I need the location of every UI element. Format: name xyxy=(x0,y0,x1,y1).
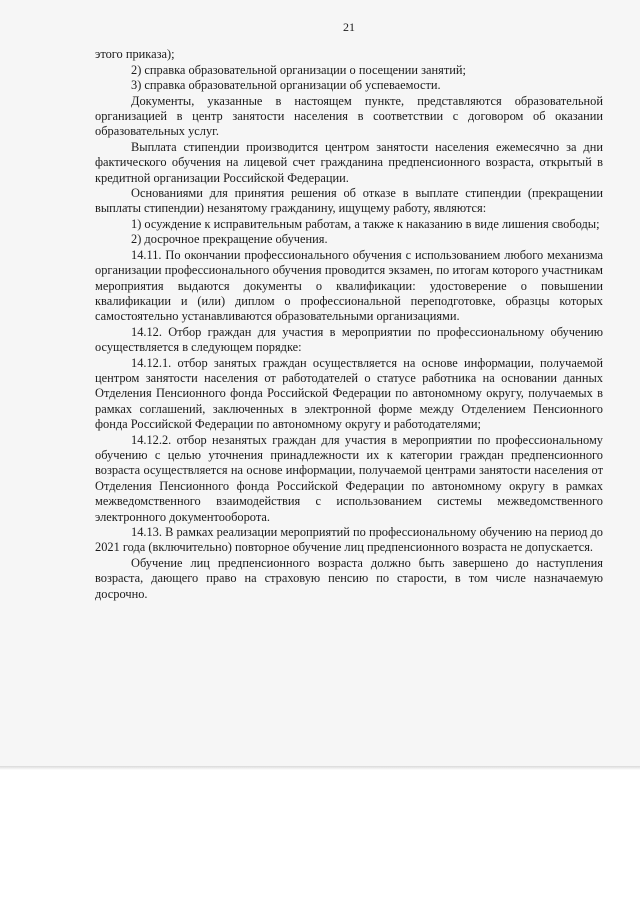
paragraph: 1) осуждение к исправительным работам, а также к наказанию в виде лишения свободы; xyxy=(131,216,600,231)
paragraph: 14.11. По окончании профессионального обучения с использованием любого механизма организации профессионального обучения проводится экзамен, по итогам которого участникам мероприятия выдаются документы о квалификации: удостоверение о повышении квалификации и (или) диплом о профессиональной переподготовке, образцы которых самостоятельно устанавливаются образовательными организациями. xyxy=(95,247,603,324)
paragraph: этого приказа); xyxy=(95,47,175,62)
paragraph: 14.12. Отбор граждан для участия в мероприятии по профессиональному обучению осуществляется в следующем порядке: xyxy=(95,324,603,355)
paragraph: 3) справка образовательной организации об успеваемости. xyxy=(131,78,441,93)
paragraph: Документы, указанные в настоящем пункте, представляются образовательной организацией в центр занятости населения в соответствии с договором об оказании образовательных услуг. xyxy=(95,93,603,139)
paragraph: 14.12.1. отбор занятых граждан осуществляется на основе информации, получаемой центром занятости населения от работодателей о статусе работника на основании данных Отделения Пенсионного фонда Российской Федерации по автономному округу, получаемых в рамках соглашений, заключенных в электронной форме между Отделением Пенсионного фонда Российской Федерации по автономному округу и работодателями; xyxy=(95,355,603,432)
scan-bottom-edge xyxy=(0,766,640,770)
page-number: 21 xyxy=(343,20,355,34)
paragraph: Выплата стипендии производится центром занятости населения ежемесячно за дни фактического обучения на лицевой счет гражданина предпенсионного возраста, открытый в кредитной организации Российской Федерации. xyxy=(95,139,603,185)
paragraph: Обучение лиц предпенсионного возраста должно быть завершено до наступления возраста, дающего право на страховую пенсию по старости, в том числе назначаемую досрочно. xyxy=(95,555,603,601)
document-body xyxy=(95,47,603,602)
paragraph: 2) досрочное прекращение обучения. xyxy=(131,232,328,247)
document-page xyxy=(95,20,603,602)
paragraph: 2) справка образовательной организации о посещении занятий; xyxy=(131,62,466,77)
paragraph: Основаниями для принятия решения об отказе в выплате стипендии (прекращении выплаты стипендии) незанятому гражданину, ищущему работу, являются: xyxy=(95,186,603,216)
paragraph: 14.12.2. отбор незанятых граждан для участия в мероприятии по профессиональному обучению с целью уточнения принадлежности их к категории граждан предпенсионного возраста осуществляется на основе информации, получаемой центрами занятости населения от Отделения Пенсионного фонда Российской Федерации по автономному округу в рамках межведомственного взаимодействия с использованием системы межведомственного электронного документооборота. xyxy=(95,432,603,524)
paragraph: 14.13. В рамках реализации мероприятий по профессиональному обучению на период до 2021 года (включительно) повторное обучение лиц предпенсионного возраста не допускается. xyxy=(95,525,603,555)
